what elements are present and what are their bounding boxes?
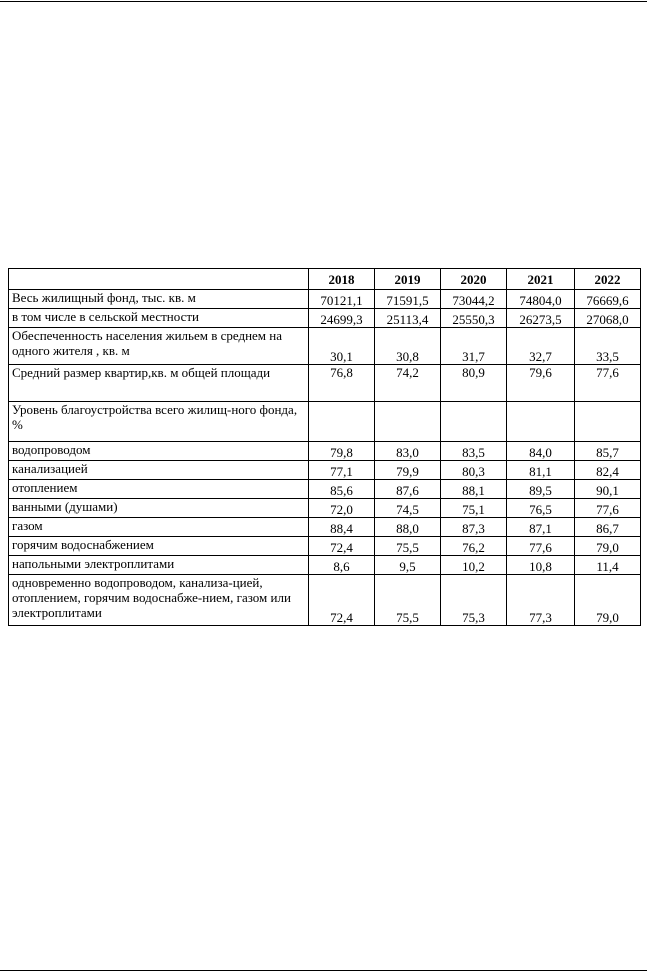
table-row [9,365,641,402]
value-cell: 11,4 [575,556,641,575]
value-cell: 75,1 [441,499,507,518]
value-cell: 77,6 [575,499,641,518]
row-label: Обеспеченность населения жильем в среднем на одного жителя , кв. м [9,328,309,365]
bottom-border-line [0,970,647,971]
value-cell: 82,4 [575,461,641,480]
table-row [9,461,641,480]
value-cell: 90,1 [575,480,641,499]
top-border-line [0,1,647,2]
value-cell: 79,0 [575,575,641,626]
value-cell: 80,9 [441,365,507,402]
header-corner-cell [9,269,309,290]
table-row [9,328,641,365]
value-cell: 71591,5 [375,290,441,309]
value-cell: 25550,3 [441,309,507,328]
row-label: горячим водоснабжением [9,537,309,556]
value-cell: 79,8 [309,442,375,461]
row-label: отоплением [9,480,309,499]
value-cell [309,402,375,442]
value-cell: 33,5 [575,328,641,365]
value-cell [575,402,641,442]
value-cell: 77,3 [507,575,575,626]
value-cell: 27068,0 [575,309,641,328]
value-cell: 74,5 [375,499,441,518]
value-cell: 88,0 [375,518,441,537]
value-cell [375,402,441,442]
value-cell: 88,4 [309,518,375,537]
value-cell: 9,5 [375,556,441,575]
value-cell: 74804,0 [507,290,575,309]
row-label: Уровень благоустройства всего жилищ-ного фонда, % [9,402,309,442]
table-row [9,575,641,626]
row-label: Средний размер квартир,кв. м общей площади [9,365,309,402]
value-cell: 85,7 [575,442,641,461]
value-cell: 10,2 [441,556,507,575]
value-cell: 87,1 [507,518,575,537]
table-row [9,556,641,575]
value-cell [441,402,507,442]
value-cell: 32,7 [507,328,575,365]
year-header: 2018 [309,269,375,290]
row-label: одновременно водопроводом, канализа-цией, отоплением, горячим водоснабже-нием, газом или электроплитами [9,575,309,626]
table-row [9,499,641,518]
table-row [9,518,641,537]
value-cell: 72,4 [309,537,375,556]
row-label: напольными электроплитами [9,556,309,575]
value-cell: 88,1 [441,480,507,499]
year-header: 2022 [575,269,641,290]
value-cell: 73044,2 [441,290,507,309]
value-cell: 76,2 [441,537,507,556]
row-label: канализацией [9,461,309,480]
value-cell: 77,6 [575,365,641,402]
table-row [9,442,641,461]
year-header: 2020 [441,269,507,290]
row-label: газом [9,518,309,537]
table-row [9,480,641,499]
value-cell: 30,1 [309,328,375,365]
value-cell: 70121,1 [309,290,375,309]
value-cell: 75,3 [441,575,507,626]
value-cell: 76,8 [309,365,375,402]
table-row [9,290,641,309]
year-header: 2021 [507,269,575,290]
table-row [9,537,641,556]
value-cell: 30,8 [375,328,441,365]
value-cell: 84,0 [507,442,575,461]
row-label: в том числе в сельской местности [9,309,309,328]
row-label: Весь жилищный фонд, тыс. кв. м [9,290,309,309]
year-header: 2019 [375,269,441,290]
value-cell: 80,3 [441,461,507,480]
value-cell: 85,6 [309,480,375,499]
value-cell: 10,8 [507,556,575,575]
value-cell: 8,6 [309,556,375,575]
value-cell: 83,0 [375,442,441,461]
value-cell: 77,6 [507,537,575,556]
table-row [9,309,641,328]
value-cell: 79,9 [375,461,441,480]
value-cell: 83,5 [441,442,507,461]
value-cell: 26273,5 [507,309,575,328]
value-cell: 72,4 [309,575,375,626]
value-cell: 31,7 [441,328,507,365]
row-label: водопроводом [9,442,309,461]
value-cell: 75,5 [375,575,441,626]
row-label: ванными (душами) [9,499,309,518]
value-cell: 76669,6 [575,290,641,309]
value-cell: 76,5 [507,499,575,518]
value-cell: 25113,4 [375,309,441,328]
value-cell: 77,1 [309,461,375,480]
value-cell: 74,2 [375,365,441,402]
value-cell: 87,3 [441,518,507,537]
housing-stock-table [8,268,641,626]
value-cell: 89,5 [507,480,575,499]
value-cell: 81,1 [507,461,575,480]
value-cell: 86,7 [575,518,641,537]
value-cell: 72,0 [309,499,375,518]
value-cell [507,402,575,442]
value-cell: 87,6 [375,480,441,499]
table-row [9,402,641,442]
value-cell: 79,0 [575,537,641,556]
value-cell: 75,5 [375,537,441,556]
value-cell: 79,6 [507,365,575,402]
header-row [9,269,641,290]
value-cell: 24699,3 [309,309,375,328]
